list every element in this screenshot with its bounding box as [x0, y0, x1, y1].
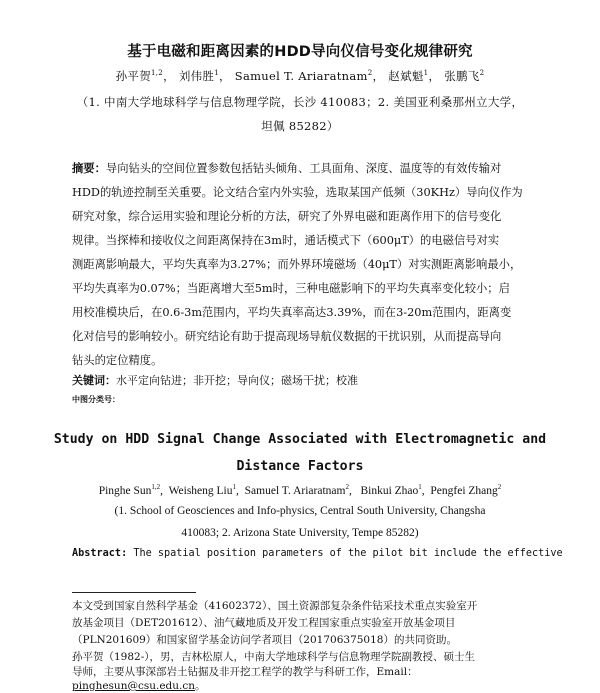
author-name: Samuel T. Ariaratnam [234, 69, 368, 83]
chinese-title: 基于电磁和距离因素的HDD导向仪信号变化规律研究 [127, 44, 473, 60]
footnote-line: 孙平贺（1982-），男，吉林松原人，中南大学地球科学与信息物理学院副教授、硕士生 [72, 651, 476, 663]
abstract-line: 摘要：导向钻头的空间位置参数包括钻头倾角、工具面角、深度、温度等的有效传输对 [72, 162, 502, 175]
chinese-affiliation-line-2: 坦佩 85282） [261, 119, 339, 133]
abstract-line: 用校准模块后，在0.6-3m范围内，平均失真率高达3.39%，而在3-20m范围内，距离变 [72, 306, 512, 319]
english-title-line-2: Distance Factors [236, 459, 364, 474]
abstract-line: 钻头的定位精度。 [72, 354, 163, 367]
footnote-divider [72, 592, 196, 593]
abstract-line: 规律。当探棒和接收仪之间距离保持在3m时，通话模式下（600μT）的电磁信号对实 [72, 234, 500, 247]
author-affiliation-mark: 1,2 [151, 69, 164, 78]
english-authors: Pinghe Sun$^{1,2}$, Weisheng Liu$^1$, Samuel T. Ariaratnam$^2$, Binkui Zhao$^1$, Pengfei Zhang$^2$ [98, 483, 502, 497]
keywords-text: 水平定向钻进；非开挖；导向仪；磁场干扰；校准 [116, 374, 358, 387]
english-affiliation-line-2: 410083; 2. Arizona State University, Tempe 85282) [181, 527, 419, 539]
chinese-authors: 孙平贺$^{1,2}$， 刘伟胜$^1$， Samuel T. Ariaratnam$^2$， 赵斌魁$^1$， 张鹏飞$^2$ [115, 69, 485, 83]
author-affiliation-mark: 2 [479, 69, 485, 78]
author-affiliation-mark: 1 [214, 69, 219, 78]
english-affiliation-line-1: (1. School of Geosciences and Info-physics, Central South University, Changsha [114, 505, 486, 517]
author-name: 孙平贺 [115, 69, 152, 83]
author-name: 刘伟胜 [178, 69, 215, 83]
footnote-email-line: pinghesun@csu.edu.cn。 [72, 680, 206, 692]
abstract-text: The spatial position parameters of the pilot bit include the effective [127, 548, 563, 559]
author-affiliation-mark: 1 [232, 483, 237, 491]
author-affiliation-mark: 2 [345, 483, 349, 491]
footnote-line: 导师，主要从事深部岩土钻掘及非开挖工程学的教学与科研工作，Email： [72, 666, 418, 678]
author-affiliation-mark: 1,2 [151, 483, 161, 491]
email-link[interactable]: pinghesun@csu.edu.cn [72, 680, 196, 692]
author-affiliation-mark: 1 [418, 483, 422, 491]
english-title-line-1: Study on HDD Signal Change Associated with Electromagnetic and [53, 432, 547, 447]
footnote-line: 本文受到国家自然科学基金（41602372）、国土资源部复杂条件钻采技术重点实验室开 [72, 600, 478, 612]
footnote-line: 放基金项目（DET201612）、油气藏地质及开发工程国家重点实验室开放基金项目 [72, 617, 456, 629]
chinese-affiliation-line-1: （1. 中南大学地球科学与信息物理学院，长沙 410083；2. 美国亚利桑那州立大学， [76, 95, 524, 109]
abstract-line: HDD的轨迹控制至关重要。论文结合室内外实验，选取某国产低频（30KHz）导向仪作为 [72, 186, 523, 199]
author-name: Pengfei Zhang [430, 484, 498, 497]
author-affiliation-mark: 2 [367, 69, 373, 78]
author-name: Binkui Zhao [360, 484, 419, 497]
abstract-line: 平均失真率为0.07%；当距离增大至5m时，三种电磁影响下的平均失真率变化较小；启 [72, 282, 510, 295]
abstract-line: 研究对象，综合运用实验和理论分析的方法，研究了外界电磁和距离作用下的信号变化 [72, 210, 502, 223]
author-name: 赵斌魁 [388, 69, 424, 83]
author-name: Pinghe Sun [98, 484, 152, 497]
author-affiliation-mark: 1 [423, 69, 429, 78]
abstract-label: Abstract: [72, 548, 128, 559]
abstract-line: 化对信号的影响较小。研究结论有助于提高现场导航仪数据的干扰识别，从而提高导向 [72, 330, 502, 343]
author-affiliation-mark: 2 [497, 483, 502, 491]
keywords-label: 关键词： [72, 374, 116, 387]
clc-label: 中图分类号： [72, 395, 120, 404]
author-name: Samuel T. Ariaratnam [244, 484, 346, 497]
author-name: Weisheng Liu [168, 484, 233, 497]
author-name: 张鹏飞 [444, 69, 480, 83]
chinese-keywords [72, 372, 358, 388]
footnote-line: （PLN201609）和国家留学基金访问学者项目（201706375018）的共同资助。 [72, 634, 457, 646]
english-abstract [72, 548, 563, 559]
abstract-line: 测距离影响最大，平均失真率为3.27%；而外界环境磁场（40μT）对实测距离影响最小， [72, 258, 522, 271]
abstract-label: 摘要： [72, 162, 106, 175]
